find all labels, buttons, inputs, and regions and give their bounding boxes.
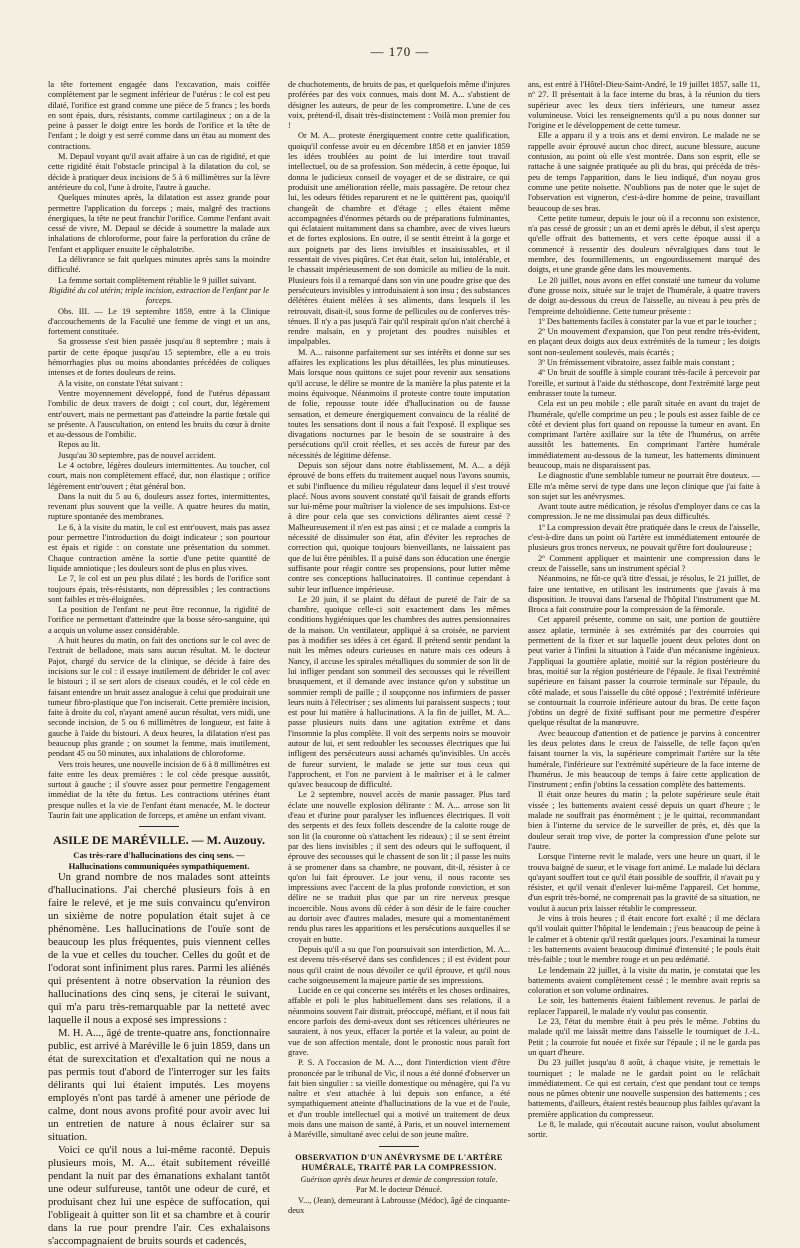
paragraph: La délivrance se fait quelques minutes après sans la moindre difficulté. [48, 255, 270, 275]
paragraph: Repos au lit. [58, 440, 101, 450]
paragraph: Lorsque l'interne revit le malade, vers une heure un quart, il le trouva baigné de sueur, et le visage fort animé. Le malade lui déclara qu'ayant souffert tout ce qu'il était possible de souffrir, il n'avait pu y résister, et qu'il venait d'enlever lui-même l'appareil. Cet homme, d'un esprit très-borné, ne comprenait pas la gravité de sa situation, ne voulut à aucun prix laisser rétablir le compresseur. [528, 852, 760, 913]
paragraph: Elle a apparu il y a trois ans et demi environ. Le malade ne se rappelle avoir éprouvé aucun choc direct, aucune blessure, aucune contusion, au point où elle s'est montrée. Dans son esprit, elle se rattache à une saignée pratiquée au pli du bras, qui précéda de très-peu de temps l'apparition, dans le lieu indiqué, d'un noyau gros comme une petite noisette. N'oublions pas de noter que le sujet de l'observation est vigneron, c'est-à-dire homme de peine, travaillant beaucoup de ses bras. [528, 131, 760, 213]
paragraph: 2º Un mouvement d'expansion, que l'on peut rendre très-évident, en plaçant deux doigts aux deux extrémités de la tumeur ; les doigts sont non-seulement soulevés, mais écartés ; [528, 327, 760, 357]
paragraph: Voici ce qu'il nous a lui-même raconté. Depuis plusieurs mois, M. A... était subitement réveillé pendant la nuit par des émanations exhalant tantôt une odeur sulfureuse, tantôt une odeur de curé, et produisant chez lui une espèce de suffocation, qui l'obligeait à quitter son lit et sa chambre et à courir dans la rue pour prendre l'air. Ces exhalaisons s'accompagnaient de bruits sourds et cadencés, [48, 1145, 270, 1248]
paragraph: Le 20 juin, il se plaint du défaut de pureté de l'air de sa chambre, quoique celle-ci soit exactement dans les mêmes conditions hygiéniques que les chambres des autres pensionnaires de la maison. Un ventilateur, appliqué à sa croisée, ne parvient pas à modifier ses idées à cet égard. Il prétend sentir pendant la nuit les mêmes odeurs curieuses en nature mais ces odeurs à Nancy, il accuse les spirales métalliques du sommier de son lit de lui infliger pendant son sommeil des secousses qui le réveillent brusquement, et il demande avec instance qu'on y substitue un sommier rempli de paille ; il soupçonne nos infirmiers de passer leurs nuits à l'électriser ; ses aliments lui paraissent suspects ; tout est pour lui matière à hallucinations. A la fin de juillet, M. A... passe plusieurs nuits dans une agitation extrême et dans l'insomnie la plus complète. Il voit des serpents noirs se mouvoir autour de lui, et sent redoubler les secousses électriques que lui infligent des persécuteurs aussi acharnés qu'invisibles. Un accès de fureur survient, le malade se jette sur tous ceux qui l'approchent, et l'on ne parvient à le maîtriser et à le calmer qu'avec beaucoup de difficulté. [288, 594, 510, 790]
paragraph: 2º Comment appliquer et maintenir une compression dans le creux de l'aisselle, sans un instrument spécial ? [528, 553, 760, 573]
column-middle [288, 80, 510, 1216]
paragraph: Je vins à trois heures ; il était encore fort exalté ; il me déclara qu'il voulait quitter l'hôpital le lendemain ; j'eus beaucoup de peine à le calmer et à obtenir qu'il restât quelques jours. J'examinai la tumeur : les battements avaient beaucoup diminué d'intensité ; le pouls était très-faible ; tout le membre rouge et un peu œdématié. [528, 914, 760, 965]
observation-title: OBSERVATION D'UN ANÉVRYSME DE L'ARTÈRE HUMÉRALE, TRAITÉ PAR LA COMPRESSION. [295, 1152, 503, 1172]
paragraph: Or M. A... proteste énergiquement contre cette qualification, quoiqu'il confesse avoir eu en décembre 1858 et en janvier 1859 les idées troublées au point de lui interdire tout travail intellectuel, ou de sa profession. Son médecin, à cette époque, lui donna le judicieux conseil de voyager et de se distraire, ce qui produisit une amélioration réelle, mais passagère. De retour chez lui, les odeurs fétides reparurent et ne le quittèrent pas, quoiqu'il changeât de chambre et d'étage ; elles étaient même accompagnées d'énormes pétards ou de préparations fulminantes, qui éclataient nuitamment dans sa chambre, avec de vives lueurs et de fortes explosions. En outre, il se sentit étreint à la gorge et aux poignets par des liens invisibles et insaisissables, et il ressentait de vives piqûres. Cet état était, selon lui, intolérable, et le chassait impérieusement de son domicile au milieu de la nuit. Plusieurs fois il a remarqué dans son vin une poudre grise que des persécuteurs invisibles y introduisaient à son insu ; des substances délétères étaient mêlées à ses aliments, dans lesquels il les retrouvait, disait-il, sous forme de pellicules ou de conferves très-ténues. Il n'y a pas jusqu'à l'air qu'il respirait qu'on n'ait cherché à rendre malsain, en y projetant des poudres nuisibles et impalpables. [288, 131, 510, 347]
paragraph: Le diagnostic d'une semblable tumeur ne pourrait être douteux. — Elle m'a même servi de type dans une leçon clinique que j'ai faite à son sujet sur les anévrysmes. [528, 471, 760, 501]
paragraph: Cet appareil présente, comme on sait, une portion de gouttière assez aplatie, terminée à ses extrémités par des courroies qui permettent de la fixer et sur laquelle jouent deux pelotes dont on peut varier à l'infini la situation à l'aide d'un mécanisme ingénieux. J'appliquai la gouttière aplatie, moitié sur la région postérieure du bras, moitié sur la région postérieure de l'épaule. Je fixai l'extrémité supérieure en faisant passer la courroie terminale sur l'épaule, du côté malade, et sous l'aisselle du côté opposé ; l'extrémité inférieure se contournait la courroie inférieure autour du bras. De cette façon j'obtins un degré de fixité suffisant pour me permettre d'espérer quelque résultat de la manœuvre. [528, 615, 760, 728]
paragraph: Néanmoins, ne fût-ce qu'à titre d'essai, je résolus, le 21 juillet, de faire une tentative, en utilisant les instruments que j'avais à ma disposition. Je trouvai dans l'arsenal de l'hôpital l'instrument que M. Broca a fait construire pour la compression de la fémorale. [528, 574, 760, 615]
observation-subtitle: Rigidité du col utérin; triple incision, extraction de l'enfant par le forceps. [48, 285, 270, 306]
paragraph: P. S. A l'occasion de M. A..., dont l'interdiction vient d'être prononcée par le tribunal de Vic, il nous a été donné d'observer un fait bien singulier : sa vieille domestique ou ménagère, qui l'a vu naître et s'est attachée à lui depuis son enfance, a été sympathiquement atteinte d'hallucinations de la vue et de l'ouïe, et d'un trouble intellectuel qui a motivé un traitement de deux mois dans une maison de santé, à Paris, et un nouvel internement à Maréville, simultané avec celui de son jeune maître. [288, 1058, 510, 1140]
paragraph: Vers trois heures, une nouvelle incision de 6 à 8 millimètres est faite entre les deux premières : le col cède presque aussitôt, surtout à gauche ; il s'ouvre assez pour permettre l'engagement immédiat de la tête du fœtus. Les contractions utérines étant presque nulles et la vie de l'enfant étant menacée, M. le docteur Taurin fait une application de forceps, et amène un enfant vivant. [48, 759, 270, 821]
paragraph: Avant toute autre médication, je résolus d'employer dans ce cas la compression. Je ne me dissimulai pas deux difficultés. [528, 502, 760, 522]
paragraph: 4º Un bruit de souffle à simple courant très-facile à percevoir par l'oreille, et surtout à l'aide du stéthoscope, dont l'extrémité large peut embrasser toute la tumeur. [528, 368, 760, 398]
column-left [48, 80, 270, 1248]
section-divider [379, 1146, 419, 1147]
paragraph: Avec beaucoup d'attention et de patience je parvins à concentrer les deux pelotes dans le creux de l'aisselle, de telle façon qu'en faisant tourner la vis, la supérieure comprimait l'artère sur la tête humérale, l'inférieure sur l'extrémité supérieure de la face interne de l'humérus. Je mis beaucoup de temps à faire cette application de l'instrument ; enfin j'obtins la cessation complète des battements. [528, 728, 760, 790]
section-divider [139, 826, 179, 827]
column-right [528, 80, 760, 1150]
paragraph: A huit heures du matin, on fait des onctions sur le col avec de l'extrait de belladone, mais sans aucun résultat. M. le docteur Pajot, chargé du service de la clinique, se décide à faire des incisions sur le col : il essaye inutilement de débrider le col avec le bistouri ; il se sert alors de ciseaux coudés, et le col cède en faisant entendre un bruit assez analogue à celui que produirait une tumeur fibro-plastique que l'on inciserait. Cette première incision, faite à droite du col, n'ayant amené aucun résultat, vers midi, une seconde incision, de 5 ou 6 millimètres de longueur, est faite à gauche à l'aide du bistouri. A deux heures, la dilatation n'est pas beaucoup plus grande ; on soumet la femme, mais inutilement, pendant 45 ou 50 minutes, aux inhalations de chloroforme. [48, 636, 270, 759]
paragraph: Il était onze heures du matin ; la pelote supérieure seule était vissée ; les battements avaient cessé depuis un quart d'heure ; le malade ne souffrait pas énormément ; je le quittai, recommandant bien à l'interne du service de le surveiller de près, et, dès que la douleur serait trop vive, de porter la compression d'une pelote sur l'autre. [528, 790, 760, 851]
paragraph: Le lendemain 22 juillet, à la visite du matin, je constatai que les battements avaient complètement cessé ; le membre avait repris sa coloration et son volume ordinaires. [528, 965, 760, 996]
paragraph: Ventre moyennement développé, fond de l'utérus dépassant l'ombilic de deux travers de doigt ; col court, dur, légèrement entr'ouvert, mais ne permettant pas d'atteindre la partie fœtale qui se présente. A l'auscultation, on entend les bruits du cœur à droite et au-dessous de l'ombilic. [48, 388, 270, 440]
paragraph: M. H. A..., âgé de trente-quatre ans, fonctionnaire public, est arrivé à Maréville le 6 juin 1859, dans un état de surexcitation et d'exaltation qui ne nous a pas permis tout d'abord de l'interroger sur les faits délirants qui lui étaient imputés. Les moyens employés n'ont pas tardé à amener une période de calme, dont nous avons profité pour avoir avec lui un entretien de nature à nous éclairer sur sa situation. [48, 1028, 270, 1144]
paragraph: Dans la nuit du 5 au 6, douleurs assez fortes, intermittentes, revenant plus souvent que la veille. A quatre heures du matin, rupture spontanée des membranes. [48, 491, 270, 522]
paragraph: V..., (Jean), demeurant à Labrousse (Médoc), âgé de cinquante-deux [288, 1195, 510, 1216]
paragraph: 3º Un frémissement vibratoire, assez faible mais constant ; [538, 358, 735, 368]
paragraph: La femme sortait complètement rétablie le 9 juillet suivant. [58, 275, 257, 285]
paragraph: A la visite, on constate l'état suivant : [58, 378, 183, 388]
page-number: — 170 — [370, 44, 430, 59]
observation-author: Par M. le docteur Dénucé. [356, 1185, 442, 1195]
paragraph: Jusqu'au 30 septembre, pas de nouvel accident. [58, 450, 216, 460]
paragraph: ans, est entré à l'Hôtel-Dieu-Saint-André, le 19 juillet 1857, salle 11, nº 27. Il présentait à la face interne du bras, à la réunion du tiers supérieur avec les deux tiers inférieurs, une tumeur assez volumineuse. Voici les renseignements qu'il a pu nous donner sur l'origine et le développement de cette tumeur. [528, 80, 760, 131]
paragraph: Le 4 octobre, légères douleurs intermittentes. Au toucher, col court, mais non complètement effacé, dur, non élastique ; orifice légèrement entr'ouvert ; état général bon. [48, 460, 270, 491]
observation-subtitle: Guérison après deux heures et demie de compression totale. [300, 1175, 498, 1185]
paragraph: 1º La compression devait être pratiquée dans le creux de l'aisselle, c'est-à-dire dans un point où l'artère est immédiatement entourée de plusieurs gros troncs nerveux, ne pouvait qu'être fort douloureuse ; [528, 522, 760, 553]
paragraph: Sa grossesse s'est bien passée jusqu'au 8 septembre ; mais à partir de cette époque jusqu'au 15 septembre, elle a eu trois hémorrhagies plus ou moins abondantes précédées de coliques intenses et de fortes douleurs de reins. [48, 337, 270, 378]
paragraph: Quelques minutes après, la dilatation est assez grande pour permettre l'application du forceps ; mais, malgré des tractions énergiques, la tête ne peut franchir l'orifice. Comme l'enfant avait cessé de vivre, M. Depaul se décide à soumettre la malade aux inhalations de chloroforme, pour faire la perforation du crâne de l'enfant et appliquer ensuite le céphalotribe. [48, 193, 270, 254]
paragraph: Le 20 juillet, nous avons en effet constaté une tumeur du volume d'une grosse noix, située sur le trajet de l'humérale, à quatre travers de doigt au-dessous du creux de l'aisselle, au niveau à peu près de l'empreinte deltoïdienne. Cette tumeur présente : [528, 275, 760, 316]
section-title: ASILE DE MARÉVILLE. — M. Auzouy. [52, 833, 266, 848]
paragraph: M. A... raisonne parfaitement sur ses intérêts et donne sur ses affaires les explications les plus détaillées, les plus minutieuses. Mais lorsque nous quittons ce sujet pour revenir aux sensations qu'il accuse, le délire se montre de la manière la plus patente et la moins équivoque. Néanmoins il proteste contre toute imputation de folie, repousse toute idée d'hallucination ou de fausse sensation, et demeure énergiquement convaincu de la réalité de toutes les sensations dont il nous a fait l'exposé. Il explique ses divagations nocturnes par le besoin de se soustraire à des persécutions qu'il croit réelles, et ses accès de fureur par des nécessités de légitime défense. [288, 347, 510, 460]
paragraph: Du 23 juillet jusqu'au 8 août, à chaque visite, je remettais le tourniquet ; le malade ne le gardait point ou le relâchait immédiatement. Ce qui est certain, c'est que pendant tout ce temps nous ne pûmes obtenir une nouvelle suspension des battements ; ces battements, d'ailleurs, étaient restés beaucoup plus faibles qu'avant la première application du compresseur. [528, 1058, 760, 1119]
paragraph: Le 23, l'état du membre était à peu près le même. J'obtins du malade qu'il me laissât mettre dans l'aisselle le tourniquet de J.-L. Petit ; la courroie fut nouée et fixée sur l'épaule ; il ne le garda pas un quart d'heure. [528, 1017, 760, 1057]
paragraph: Le 8, le malade, qui n'écoutait aucune raison, voulut absolument sortir. [528, 1119, 760, 1140]
paragraph: Cette petite tumeur, depuis le jour où il a reconnu son existence, n'a pas cessé de grossir ; un an et demi après le début, il s'est aperçu qu'elle offrait des battements, et vers cette époque aussi il a commencé à ressentir des douleurs névralgiques dans tout le membre, des fourmillements, un engourdissement marqué des doigts, et une grande gêne dans les mouvements. [528, 213, 760, 275]
paragraph: 1º Des battements faciles à constater par la vue et par le toucher ; [538, 316, 757, 326]
paragraph: Un grand nombre de nos malades sont atteints d'hallucinations. J'ai cherché plusieurs fois à en faire le relevé, et je me suis convaincu qu'environ un sixième de notre population était sujet à ce phénomène. Les hallucinations de l'ouïe sont de beaucoup les plus fréquentes, puis viennent celles de la vue et celles du toucher. Celles du goût et de l'odorat sont infiniment plus rares. Parmi les aliénés qui présentent à notre observation la réunion des hallucinations des cinq sens, je citerai le suivant, qui m'a paru très-remarquable par la netteté avec laquelle il nous a exposé ses impressions : [48, 872, 270, 1027]
paragraph: Cela est un peu mobile ; elle paraît située en avant du trajet de l'humérale, qu'elle comprime un peu ; le pouls est assez faible de ce côté et devient plus fort quand on repousse la tumeur en avant. En comprimant l'artère axillaire sur la tête de l'humérus, on arrête aussitôt les battements. En comprimant l'artère humérale immédiatement au-dessous de la tumeur, les battements diminuent beaucoup, mais ne disparaissent pas. [528, 399, 760, 470]
paragraph: M. Depaul voyant qu'il avait affaire à un cas de rigidité, et que cette rigidité était l'obstacle principal à la dilatation du col, se décide à pratiquer deux incisions de 5 à 6 millimètres sur la lèvre antérieure du col, l'une à droite, l'autre à gauche. [48, 152, 270, 192]
paragraph: de chuchotements, de bruits de pas, et quelquefois même d'injures proférées par des voix connues, mais dont M. A... s'abstient de désigner les auteurs, de peur de les compromettre. L'une de ces voix, prétend-il, disait très-distinctement : Voilà mon premier fou ! [288, 80, 510, 131]
paragraph: Depuis son séjour dans notre établissement, M. A... a déjà éprouvé de bons effets du traitement auquel nous l'avons soumis, et subi l'influence du milieu régulateur dans lequel il s'est trouvé placé. Nous avons souvent constaté qu'il faisait de grands efforts sur lui-même pour maîtriser la violence de ses impulsions. Est-ce à dire pour cela que ses convictions délirantes aient cessé ? Malheureusement il n'en est pas ainsi ; et ce malade a compris la nécessité de dissimuler son état, afin d'éviter les reproches de correction qui, quoique toujours bienveillants, ne laissaient pas que de lui être pénibles. Il a puisé dans son éducation une énergie suffisante pour réagir contre ses propensions, pour lutter même contre ses conceptions hallucinatoires. Il continue cependant à subir leur influence impérieuse. [288, 460, 510, 594]
section-subtitle: Cas très-rare d'hallucinations des cinq sens. — Hallucinations communiquées sympathiquement. [68, 850, 250, 871]
paragraph: Le 2 septembre, nouvel accès de manie passager. Plus tard éclate une nouvelle explosion délirante : M. A... arrose son lit d'eau et d'urine pour paralyser les influences électriques. Il voit des serpents et des feux follets descendre de la calotte rouge de son lit (la couronne où s'attachent les rideaux) ; il se sent étreint par des liens invisibles ; il sent des odeurs qui le suffoquent, il éprouve des secousses qui le chassent de son lit ; il passe les nuits à se promener dans sa chambre, ne pouvant, dit-il, résister à ce qu'on lui fait éprouver. Le jour venu, il nous raconte ses impressions avec l'accent de la plus profonde conviction, et son délire ne se traduit plus que par un rire nerveux presque incoercible. Nous avons dû céder à son désir de le faire coucher au dortoir avec d'autres malades, mesure qui a momentanément rendu plus rares les apparitions et les persécutions auxquelles il se croyait en butte. [288, 790, 510, 944]
paragraph: Obs. III. — Le 19 septembre 1859, entre à la Clinique d'accouchements de la Faculté une femme de vingt et un ans, fortement constituée. [48, 306, 270, 337]
paragraph: Lucide en ce qui concerne ses intérêts et les choses ordinaires, affable et poli le plus habituellement dans ses relations, il a néanmoins souvent l'air distrait, préoccupé, méfiant, et il nous fait encore parfois des demi-aveux dont ses réticences ultérieures ne sauraient, à nos yeux, effacer la portée et la valeur, au point de vue de son affection mentale, dont le pronostic nous paraît fort grave. [288, 986, 510, 1057]
paragraph: la tête fortement engagée dans l'excavation, mais coiffée complètement par le segment inférieur de l'utérus : le col est peu dilaté, l'orifice est grand comme une pièce de 5 francs ; les bords en sont épais, durs, résistants, comme cartilagineux ; on a de la peine à passer le doigt entre les bords de l'orifice et la tête de l'enfant ; le doigt y est serré comme dans un étau au moment des contractions. [48, 80, 270, 151]
paragraph: La position de l'enfant ne peut être reconnue, la rigidité de l'orifice ne permettant d'atteindre que la bosse séro-sanguine, qui a acquis un volume assez considérable. [48, 605, 270, 635]
paragraph: Depuis qu'il a su que l'on poursuivait son interdiction, M. A... est devenu très-réservé dans ses confidences ; il est évident pour nous qu'il craint de nous dévoiler ce qu'il éprouve, et qu'il nous cache soigneusement la majeure partie de ses impressions. [288, 944, 510, 985]
paragraph: Le 6, à la visite du matin, le col est entr'ouvert, mais pas assez pour permettre l'introduction du doigt indicateur ; son pourtour est épais et rigide : on constate une présentation du sommet. Chaque contraction amène la sortie d'une petite quantité de liquide amniotique ; les douleurs sont de plus en plus vives. [48, 522, 270, 573]
paragraph: Le soir, les battements étaient faiblement revenus. Je parlai de replacer l'appareil, le malade n'y voulut pas consentir. [528, 996, 760, 1016]
paragraph: Le 7, le col est un peu plus dilaté ; les bords de l'orifice sont toujours épais, très-résistants, non dépressibles ; les contractions sont faibles et très-éloignées. [48, 574, 270, 604]
